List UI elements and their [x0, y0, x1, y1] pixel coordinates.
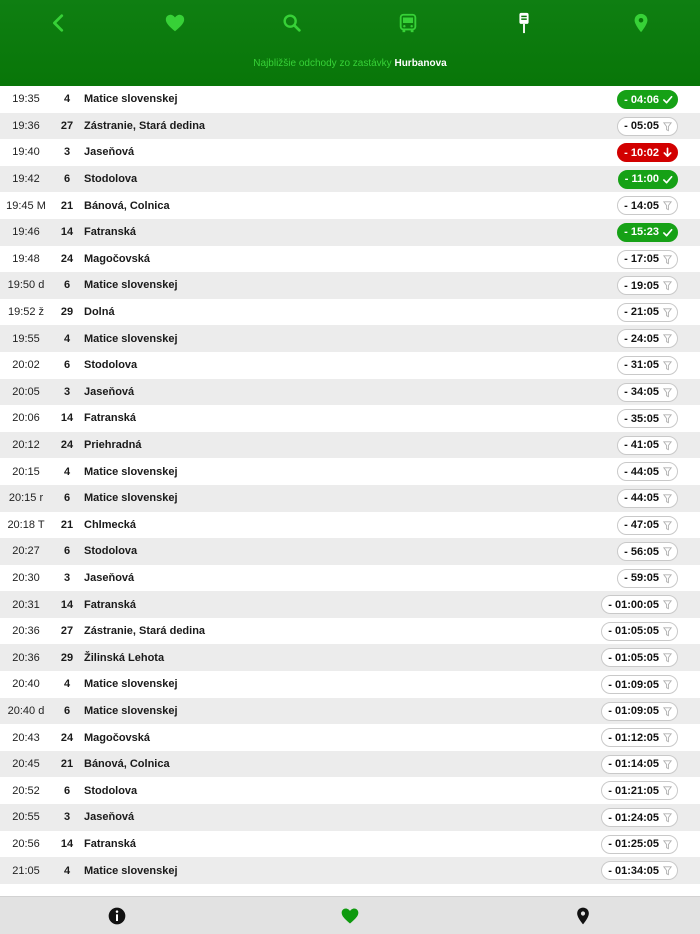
countdown-value: - 11:00: [624, 173, 659, 186]
line-number: 4: [63, 678, 71, 691]
filter-icon: [662, 865, 673, 876]
line-number: 6: [63, 784, 71, 797]
countdown-badge: [601, 622, 678, 641]
departure-row[interactable]: [0, 751, 700, 778]
countdown-badge: [617, 409, 678, 428]
countdown-badge: [617, 143, 678, 162]
countdown-value: - 01:09:05: [608, 705, 659, 718]
filter-icon: [662, 839, 673, 850]
back-icon: [48, 12, 70, 34]
favorite-button[interactable]: [339, 905, 361, 927]
departure-row[interactable]: [0, 777, 700, 804]
departure-row[interactable]: [0, 618, 700, 645]
bus-stop-icon: [513, 12, 535, 34]
top-navigation: [0, 0, 700, 46]
countdown-value: - 19:05: [624, 279, 659, 292]
countdown-badge: [601, 861, 678, 880]
line-number: 21: [60, 758, 74, 771]
departure-row[interactable]: [0, 325, 700, 352]
departure-time: 20:31: [12, 598, 40, 611]
departure-row[interactable]: [0, 192, 700, 219]
departure-time: 19:46: [12, 226, 40, 239]
heart-icon: [164, 12, 186, 34]
countdown-badge: [617, 436, 678, 455]
departure-row[interactable]: [0, 698, 700, 725]
departure-row[interactable]: [0, 272, 700, 299]
departure-row[interactable]: [0, 512, 700, 539]
checkmark-icon: [662, 94, 673, 105]
departure-row[interactable]: [0, 139, 700, 166]
departure-time: 20:18 T: [7, 518, 45, 531]
search-tab[interactable]: [272, 8, 312, 38]
line-number: 21: [60, 199, 74, 212]
departure-time: 19:40: [12, 146, 40, 159]
destination: Matice slovenskej: [84, 93, 178, 106]
line-number: 4: [63, 93, 71, 106]
countdown-value: - 17:05: [624, 253, 659, 266]
filter-icon: [662, 599, 673, 610]
countdown-value: - 01:24:05: [608, 811, 659, 824]
countdown-value: - 24:05: [624, 332, 659, 345]
filter-icon: [662, 679, 673, 690]
destination: Stodolova: [84, 173, 138, 186]
filter-icon: [662, 413, 673, 424]
departure-row[interactable]: [0, 831, 700, 858]
filter-icon: [662, 254, 673, 265]
departure-row[interactable]: [0, 219, 700, 246]
departure-row[interactable]: [0, 644, 700, 671]
departure-time: 20:55: [12, 811, 40, 824]
destination: Zástranie, Stará dedina: [84, 625, 206, 638]
destination: Matice slovenskej: [84, 492, 178, 505]
stop-name: Hurbanova: [394, 58, 447, 69]
countdown-value: - 44:05: [624, 492, 659, 505]
departure-time: 19:42: [12, 173, 40, 186]
filter-icon: [662, 387, 673, 398]
filter-icon: [662, 626, 673, 637]
filter-icon: [662, 759, 673, 770]
destination: Stodolova: [84, 545, 138, 558]
line-number: 14: [60, 412, 74, 425]
filter-icon: [662, 307, 673, 318]
bus-icon: [397, 12, 419, 34]
filter-icon: [662, 440, 673, 451]
departure-row[interactable]: [0, 724, 700, 751]
info-button[interactable]: [106, 905, 128, 927]
line-number: 29: [60, 651, 74, 664]
checkmark-icon: [662, 174, 673, 185]
destination: Matice slovenskej: [84, 332, 178, 345]
departures-list: [0, 86, 700, 884]
line-number: 27: [60, 119, 74, 132]
countdown-value: - 44:05: [624, 465, 659, 478]
departure-time: 20:56: [12, 837, 40, 850]
line-number: 24: [60, 439, 74, 452]
countdown-badge: [617, 569, 678, 588]
filter-icon: [662, 360, 673, 371]
departure-row[interactable]: [0, 113, 700, 140]
filter-icon: [662, 520, 673, 531]
destination: Bánová, Colnica: [84, 758, 170, 771]
countdown-badge: [601, 781, 678, 800]
departure-time: 20:40: [12, 678, 40, 691]
line-number: 14: [60, 226, 74, 239]
line-number: 3: [63, 571, 71, 584]
countdown-value: - 01:09:05: [608, 678, 659, 691]
countdown-badge: [601, 755, 678, 774]
departure-time: 20:12: [12, 439, 40, 452]
countdown-value: - 56:05: [624, 545, 659, 558]
destination: Jaseňová: [84, 571, 135, 584]
countdown-badge: [617, 356, 678, 375]
bottom-toolbar: [0, 896, 700, 934]
location-pin-icon: [630, 12, 652, 34]
line-number: 3: [63, 811, 71, 824]
filter-icon: [662, 280, 673, 291]
countdown-value: - 01:14:05: [608, 758, 659, 771]
filter-icon: [662, 732, 673, 743]
destination: Zástranie, Stará dedina: [84, 119, 206, 132]
countdown-badge: [617, 196, 678, 215]
countdown-value: - 34:05: [624, 386, 659, 399]
line-number: 4: [63, 332, 71, 345]
departure-row[interactable]: [0, 804, 700, 831]
departure-row[interactable]: [0, 485, 700, 512]
countdown-value: - 01:05:05: [608, 625, 659, 638]
departure-time: 20:30: [12, 571, 40, 584]
departure-row[interactable]: [0, 432, 700, 459]
departure-time: 20:36: [12, 651, 40, 664]
destination: Matice slovenskej: [84, 704, 178, 717]
departure-row[interactable]: [0, 671, 700, 698]
departure-row[interactable]: [0, 299, 700, 326]
countdown-value: - 31:05: [624, 359, 659, 372]
departure-row[interactable]: [0, 405, 700, 432]
countdown-value: - 01:12:05: [608, 731, 659, 744]
filter-icon: [662, 333, 673, 344]
departure-time: 19:50 d: [7, 279, 45, 292]
countdown-value: - 01:05:05: [608, 651, 659, 664]
line-number: 6: [63, 359, 71, 372]
location-pin-icon: [573, 906, 593, 926]
countdown-badge: [601, 675, 678, 694]
countdown-value: - 05:05: [624, 120, 659, 133]
line-number: 14: [60, 598, 74, 611]
departure-time: 20:05: [12, 385, 40, 398]
departure-time: 19:48: [12, 252, 40, 265]
countdown-value: - 04:06: [624, 93, 659, 106]
departure-time: 20:15 r: [8, 492, 44, 505]
destination: Chlmecká: [84, 518, 136, 531]
countdown-value: - 41:05: [624, 439, 659, 452]
departure-row[interactable]: [0, 166, 700, 193]
countdown-badge: [601, 595, 678, 614]
countdown-badge: [617, 489, 678, 508]
countdown-value: - 59:05: [624, 572, 659, 585]
destination: Žilinská Lehota: [84, 651, 165, 664]
departure-row[interactable]: [0, 591, 700, 618]
filter-icon: [662, 466, 673, 477]
line-number: 3: [63, 385, 71, 398]
countdown-badge: [617, 223, 678, 242]
countdown-value: - 47:05: [624, 519, 659, 531]
subtitle-prefix: Najbližšie odchody zo zastávky: [253, 58, 392, 69]
line-number: 6: [63, 279, 71, 292]
departure-time: 20:45: [12, 758, 40, 771]
countdown-badge: [617, 276, 678, 295]
filter-icon: [662, 546, 673, 557]
destination: Matice slovenskej: [84, 279, 178, 292]
destination: Dolná: [84, 306, 115, 319]
filter-icon: [662, 121, 673, 132]
filter-icon: [662, 493, 673, 504]
departure-time: 19:52 ž: [7, 306, 45, 319]
countdown-badge: [617, 462, 678, 481]
countdown-value: - 15:23: [624, 226, 659, 239]
destination: Fatranská: [84, 837, 136, 850]
countdown-badge: [617, 516, 678, 535]
destination: Matice slovenskej: [84, 465, 178, 478]
departure-time: 20:02: [12, 359, 40, 372]
destination: Fatranská: [84, 412, 136, 425]
search-icon: [281, 12, 303, 34]
departure-time: 20:15: [12, 465, 40, 478]
countdown-badge: [601, 808, 678, 827]
line-number: 4: [63, 864, 71, 877]
line-number: 4: [63, 465, 71, 478]
filter-icon: [662, 812, 673, 823]
departure-time: 20:43: [12, 731, 40, 744]
departure-row[interactable]: [0, 86, 700, 113]
destination: Fatranská: [84, 598, 136, 611]
departure-time: 19:35: [12, 93, 40, 106]
line-number: 24: [60, 252, 74, 265]
countdown-value: - 01:00:05: [608, 598, 659, 611]
departure-row[interactable]: [0, 352, 700, 379]
destination: Priehradná: [84, 439, 142, 452]
countdown-badge: [601, 728, 678, 747]
departure-time: 19:45 M: [6, 199, 46, 212]
departure-time: 19:36: [12, 119, 40, 132]
line-number: 6: [63, 545, 71, 558]
countdown-badge: [617, 303, 678, 322]
countdown-value: - 10:02: [624, 146, 659, 159]
departure-row[interactable]: [0, 538, 700, 565]
stop-title: [0, 58, 700, 69]
filter-icon: [662, 785, 673, 796]
departure-row[interactable]: [0, 379, 700, 406]
departure-row[interactable]: [0, 565, 700, 592]
countdown-badge: [617, 90, 678, 109]
countdown-badge: [618, 170, 678, 189]
countdown-badge: [617, 542, 678, 561]
info-icon: [107, 906, 127, 926]
arrow-down-icon: [662, 147, 673, 158]
line-number: 27: [60, 625, 74, 638]
lines-tab[interactable]: [388, 8, 428, 38]
destination: Magočovská: [84, 252, 151, 265]
stops-tab[interactable]: [504, 8, 544, 38]
departure-time: 20:40 d: [7, 704, 45, 717]
countdown-value: - 01:25:05: [608, 838, 659, 851]
line-number: 6: [63, 492, 71, 505]
back-button[interactable]: [39, 8, 79, 38]
line-number: 21: [60, 518, 74, 531]
destination: Matice slovenskej: [84, 678, 178, 691]
departure-time: 20:06: [12, 412, 40, 425]
countdown-badge: [617, 250, 678, 269]
countdown-badge: [601, 835, 678, 854]
filter-icon: [662, 706, 673, 717]
departure-row[interactable]: [0, 458, 700, 485]
filter-icon: [662, 573, 673, 584]
destination: Jaseňová: [84, 811, 135, 824]
line-number: 24: [60, 731, 74, 744]
line-number: 6: [63, 173, 71, 186]
countdown-badge: [601, 648, 678, 667]
destination: Stodolova: [84, 359, 138, 372]
destination: Bánová, Colnica: [84, 199, 170, 212]
departure-time: 19:55: [12, 332, 40, 345]
destination: Matice slovenskej: [84, 864, 178, 877]
line-number: 29: [60, 306, 74, 319]
countdown-badge: [617, 383, 678, 402]
countdown-badge: [617, 117, 678, 136]
line-number: 3: [63, 146, 71, 159]
departure-time: 20:27: [12, 545, 40, 558]
checkmark-icon: [662, 227, 673, 238]
countdown-badge: [617, 329, 678, 348]
favorites-tab[interactable]: [155, 8, 195, 38]
departure-time: 21:05: [12, 864, 40, 877]
departure-row[interactable]: [0, 246, 700, 273]
line-number: 14: [60, 837, 74, 850]
departure-time: 20:52: [12, 784, 40, 797]
destination: Stodolova: [84, 784, 138, 797]
countdown-value: - 35:05: [624, 412, 659, 425]
header: [0, 0, 700, 86]
countdown-value: - 01:34:05: [608, 864, 659, 877]
show-on-map-button[interactable]: [572, 905, 594, 927]
filter-icon: [662, 200, 673, 211]
line-number: 6: [63, 704, 71, 717]
countdown-value: - 01:21:05: [608, 784, 659, 797]
departure-time: 20:36: [12, 625, 40, 638]
destination: Fatranská: [84, 226, 136, 239]
destination: Jaseňová: [84, 385, 135, 398]
heart-icon: [340, 906, 360, 926]
map-tab[interactable]: [621, 8, 661, 38]
countdown-value: - 14:05: [624, 199, 659, 212]
filter-icon: [662, 652, 673, 663]
departure-row[interactable]: [0, 857, 700, 884]
countdown-badge: [601, 702, 678, 721]
countdown-value: - 21:05: [624, 306, 659, 319]
destination: Magočovská: [84, 731, 151, 744]
destination: Jaseňová: [84, 146, 135, 159]
